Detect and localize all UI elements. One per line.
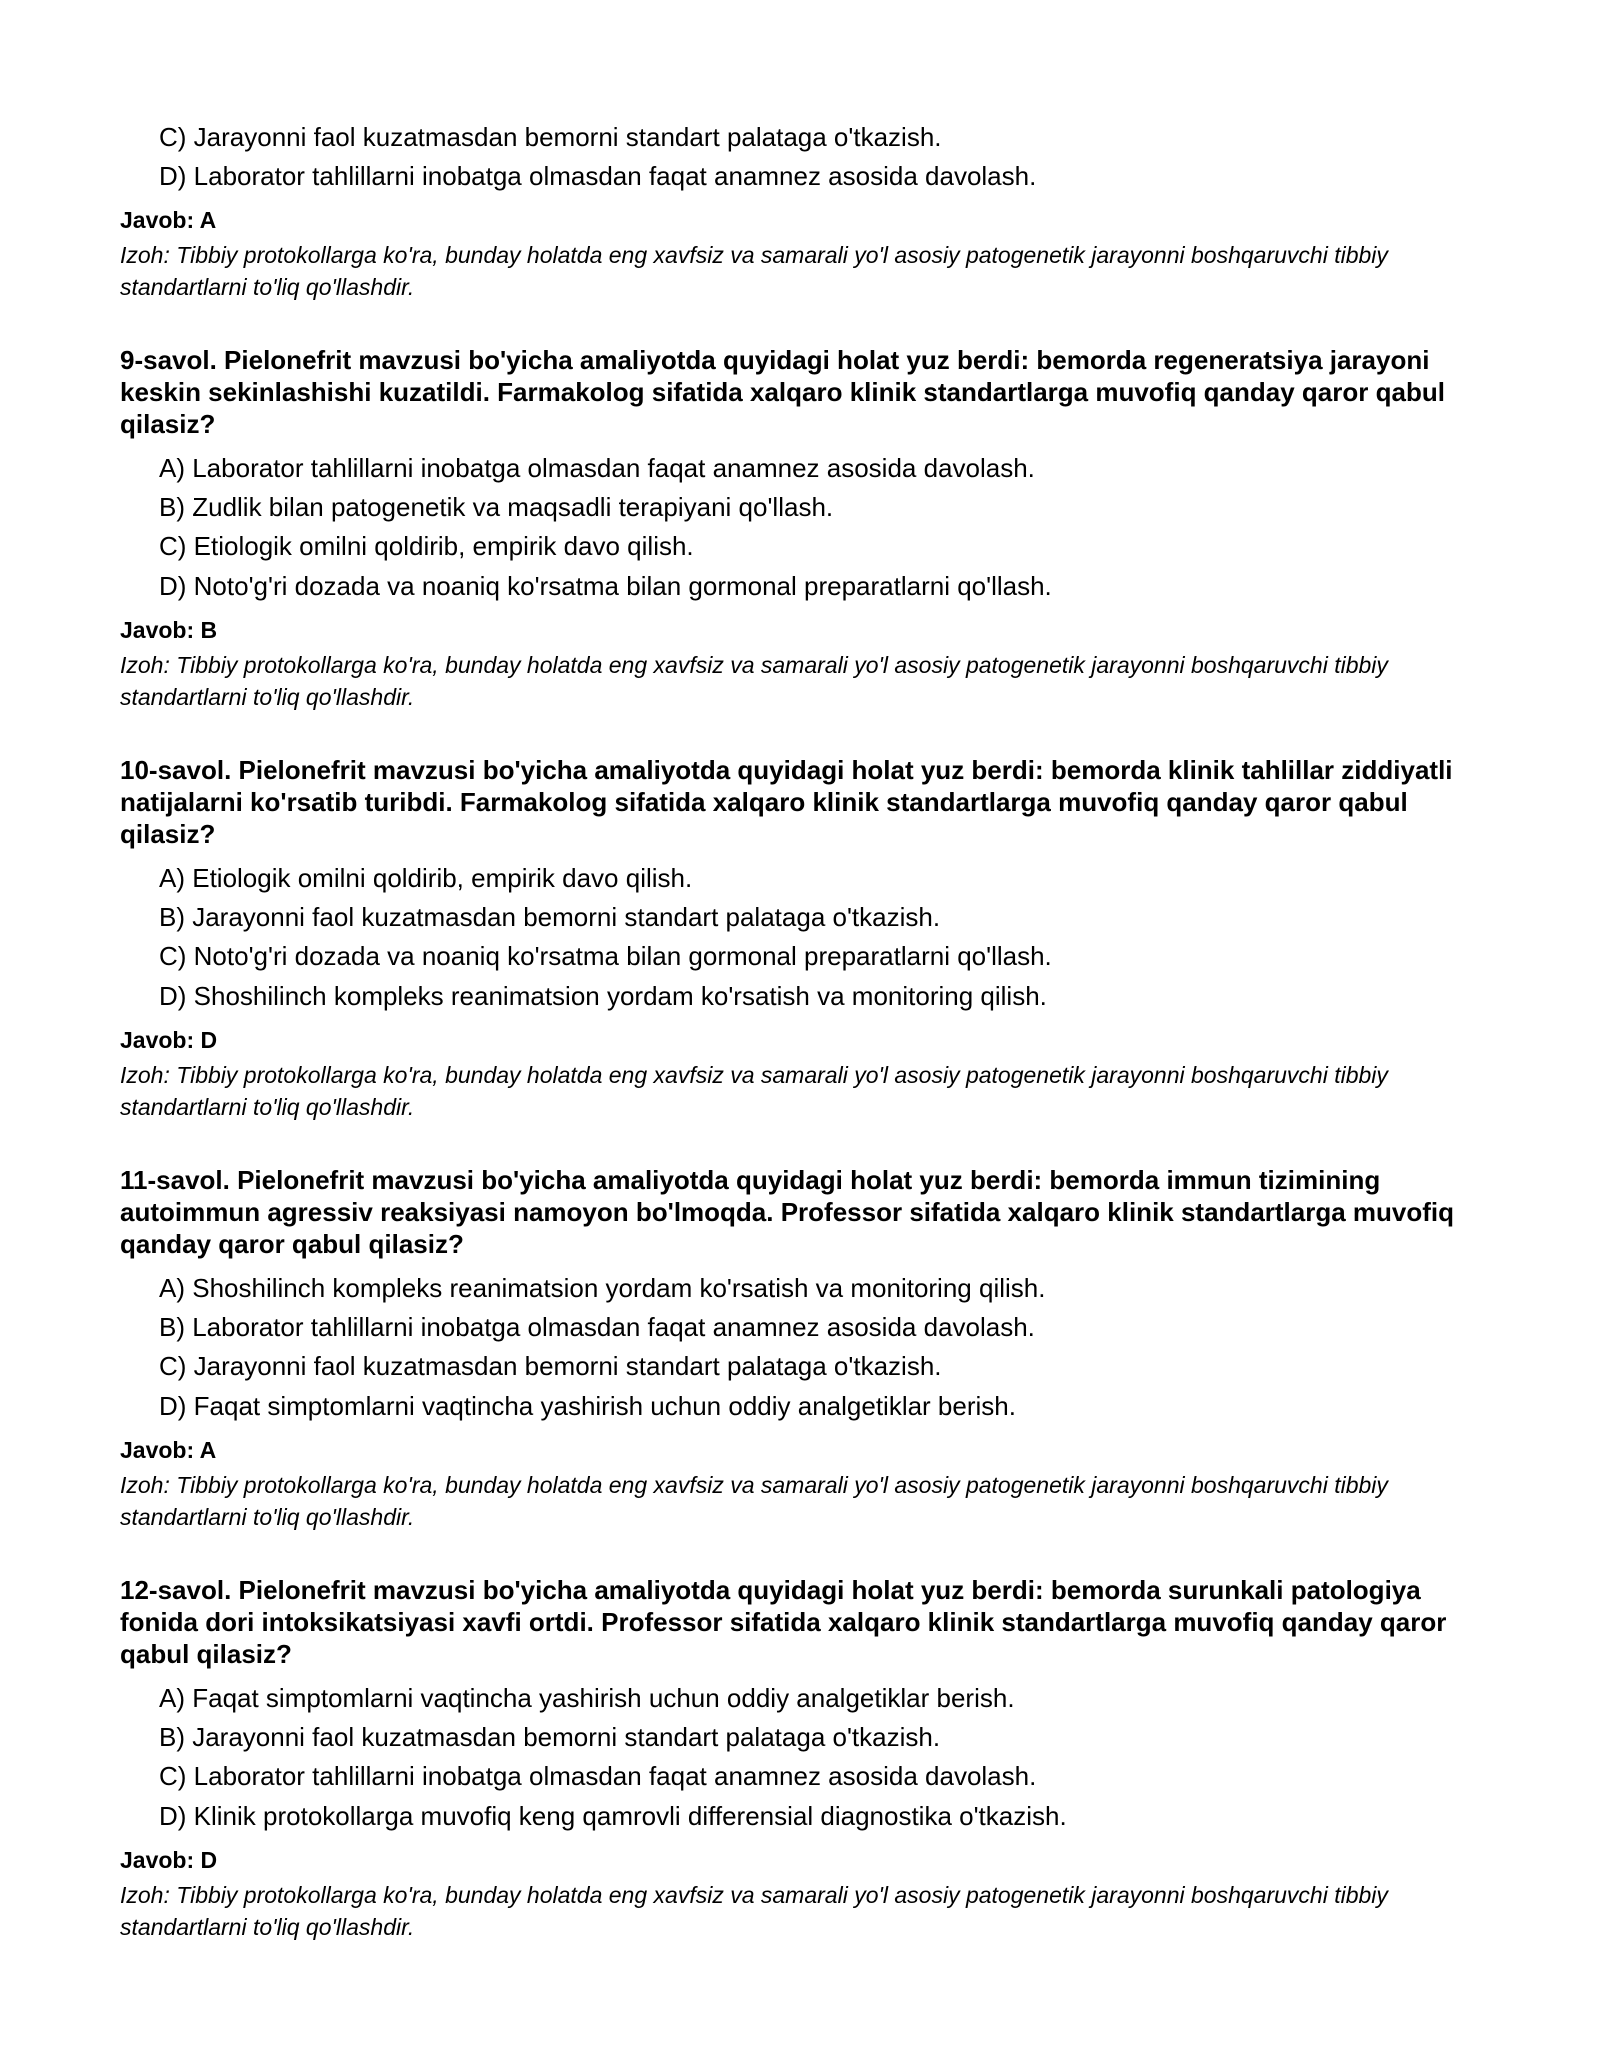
option-b: B) Jarayonni faol kuzatmasdan bemorni standart palataga o'tkazish. [159, 902, 941, 932]
option-c: C) Noto'g'ri dozada va noaniq ko'rsatma bilan gormonal preparatlarni qo'llash. [159, 941, 1052, 971]
answer-label: Javob: D [120, 1027, 218, 1053]
option-a: A) Shoshilinch kompleks reanimatsion yordam ko'rsatish va monitoring qilish. [159, 1273, 1046, 1303]
option-c: C) Etiologik omilni qoldirib, empirik davo qilish. [159, 531, 694, 561]
question-9-text: 9-savol. Pielonefrit mavzusi bo'yicha amaliyotda quyidagi holat yuz berdi: bemorda regeneratsiya jarayoni keskin sekinlashishi kuzatildi. Farmakolog sifatida xalqaro klinik standartlarga muvofiq qanday qaror qabul qilasiz? [120, 345, 1445, 439]
explanation-note: Izoh: Tibbiy protokollarga ko'ra, bunday holatda eng xavfsiz va samarali yo'l asosiy patogenetik jarayonni boshqaruvchi tibbiy standartlarni to'liq qo'llashdir. [120, 652, 1388, 710]
option-d: D) Noto'g'ri dozada va noaniq ko'rsatma bilan gormonal preparatlarni qo'llash. [159, 571, 1052, 601]
question-10-text: 10-savol. Pielonefrit mavzusi bo'yicha amaliyotda quyidagi holat yuz berdi: bemorda klinik tahlillar ziddiyatli natijalarni ko'rsatib turibdi. Farmakolog sifatida xalqaro klinik standartlarga muvofiq qanday qaror qabul qilasiz? [120, 755, 1453, 849]
option-b: B) Laborator tahlillarni inobatga olmasdan faqat anamnez asosida davolash. [159, 1312, 1035, 1342]
answer-label: Javob: D [120, 1847, 218, 1873]
answer-label: Javob: B [120, 617, 218, 643]
option-a: A) Etiologik omilni qoldirib, empirik davo qilish. [159, 863, 693, 893]
question-12-text: 12-savol. Pielonefrit mavzusi bo'yicha amaliyotda quyidagi holat yuz berdi: bemorda surunkali patologiya fonida dori intoksikatsiyasi xavfi ortdi. Professor sifatida xalqaro klinik standartlarga muvofiq qanday qaror qabul qilasiz? [120, 1575, 1447, 1669]
option-d: D) Shoshilinch kompleks reanimatsion yordam ko'rsatish va monitoring qilish. [159, 981, 1047, 1011]
option-b: B) Zudlik bilan patogenetik va maqsadli terapiyani qo'llash. [159, 492, 834, 522]
explanation-note: Izoh: Tibbiy protokollarga ko'ra, bunday holatda eng xavfsiz va samarali yo'l asosiy patogenetik jarayonni boshqaruvchi tibbiy standartlarni to'liq qo'llashdir. [120, 242, 1388, 300]
answer-label: Javob: A [120, 1437, 217, 1463]
explanation-note: Izoh: Tibbiy protokollarga ko'ra, bunday holatda eng xavfsiz va samarali yo'l asosiy patogenetik jarayonni boshqaruvchi tibbiy standartlarni to'liq qo'llashdir. [120, 1062, 1388, 1120]
explanation-note: Izoh: Tibbiy protokollarga ko'ra, bunday holatda eng xavfsiz va samarali yo'l asosiy patogenetik jarayonni boshqaruvchi tibbiy standartlarni to'liq qo'llashdir. [120, 1882, 1388, 1940]
option-a: A) Faqat simptomlarni vaqtincha yashirish uchun oddiy analgetiklar berish. [159, 1683, 1015, 1713]
option-a: A) Laborator tahlillarni inobatga olmasdan faqat anamnez asosida davolash. [159, 453, 1035, 483]
option-c: C) Jarayonni faol kuzatmasdan bemorni standart palataga o'tkazish. [159, 122, 942, 152]
option-b: B) Jarayonni faol kuzatmasdan bemorni standart palataga o'tkazish. [159, 1722, 941, 1752]
option-c: C) Laborator tahlillarni inobatga olmasdan faqat anamnez asosida davolash. [159, 1761, 1037, 1791]
option-d: D) Laborator tahlillarni inobatga olmasdan faqat anamnez asosida davolash. [159, 161, 1037, 191]
question-11-text: 11-savol. Pielonefrit mavzusi bo'yicha amaliyotda quyidagi holat yuz berdi: bemorda immun tizimining autoimmun agressiv reaksiyasi namoyon bo'lmoqda. Professor sifatida xalqaro klinik standartlarga muvofiq qanday qaror qabul qilasiz? [120, 1165, 1455, 1259]
option-d: D) Klinik protokollarga muvofiq keng qamrovli differensial diagnostika o'tkazish. [159, 1801, 1067, 1831]
answer-label: Javob: A [120, 207, 217, 233]
explanation-note: Izoh: Tibbiy protokollarga ko'ra, bunday holatda eng xavfsiz va samarali yo'l asosiy patogenetik jarayonni boshqaruvchi tibbiy standartlarni to'liq qo'llashdir. [120, 1472, 1388, 1530]
option-d: D) Faqat simptomlarni vaqtincha yashirish uchun oddiy analgetiklar berish. [159, 1391, 1016, 1421]
option-c: C) Jarayonni faol kuzatmasdan bemorni standart palataga o'tkazish. [159, 1351, 942, 1381]
